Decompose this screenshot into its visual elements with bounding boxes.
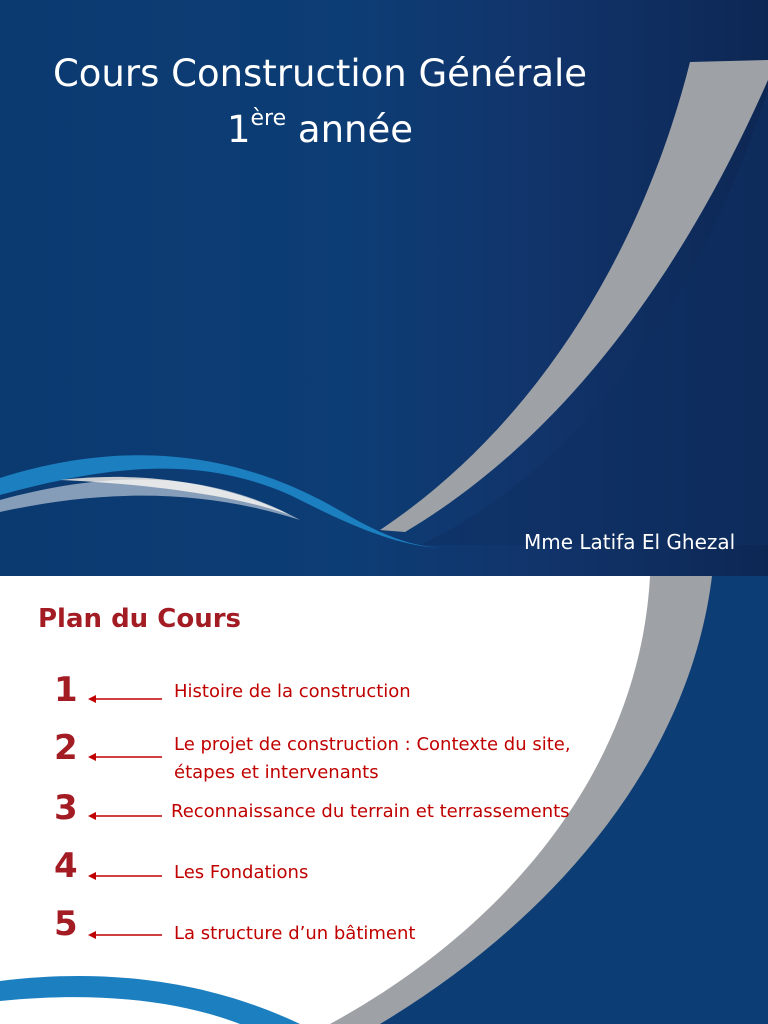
item-label-line2: étapes et intervenants — [174, 762, 379, 783]
item-number: 2 — [54, 728, 78, 768]
item-label: Les Fondations — [174, 862, 309, 883]
year-word: année — [286, 108, 414, 151]
year-superscript: ère — [250, 105, 287, 131]
arrow-left-icon — [88, 751, 164, 763]
item-number: 5 — [54, 904, 78, 944]
item-number: 1 — [54, 670, 78, 710]
item-label: Histoire de la construction — [174, 681, 411, 702]
author-name: Mme Latifa El Ghezal — [524, 530, 736, 554]
plan-heading: Plan du Cours — [38, 604, 241, 634]
arrow-left-icon — [88, 693, 164, 705]
item-number: 4 — [54, 846, 78, 886]
slide-subtitle — [0, 105, 640, 152]
arrow-left-icon — [88, 810, 164, 822]
year-number: 1 — [226, 108, 251, 151]
slide-title: Cours Construction Générale — [52, 52, 588, 95]
arrow-left-icon — [88, 929, 164, 941]
item-label: Reconnaissance du terrain et terrassements — [171, 801, 570, 822]
item-label-line1: Le projet de construction : Contexte du site, — [174, 734, 571, 755]
plan-slide — [0, 576, 768, 1024]
item-number: 3 — [54, 788, 78, 828]
item-label — [174, 731, 571, 787]
arrow-left-icon — [88, 870, 164, 882]
item-label: La structure d’un bâtiment — [174, 923, 416, 944]
